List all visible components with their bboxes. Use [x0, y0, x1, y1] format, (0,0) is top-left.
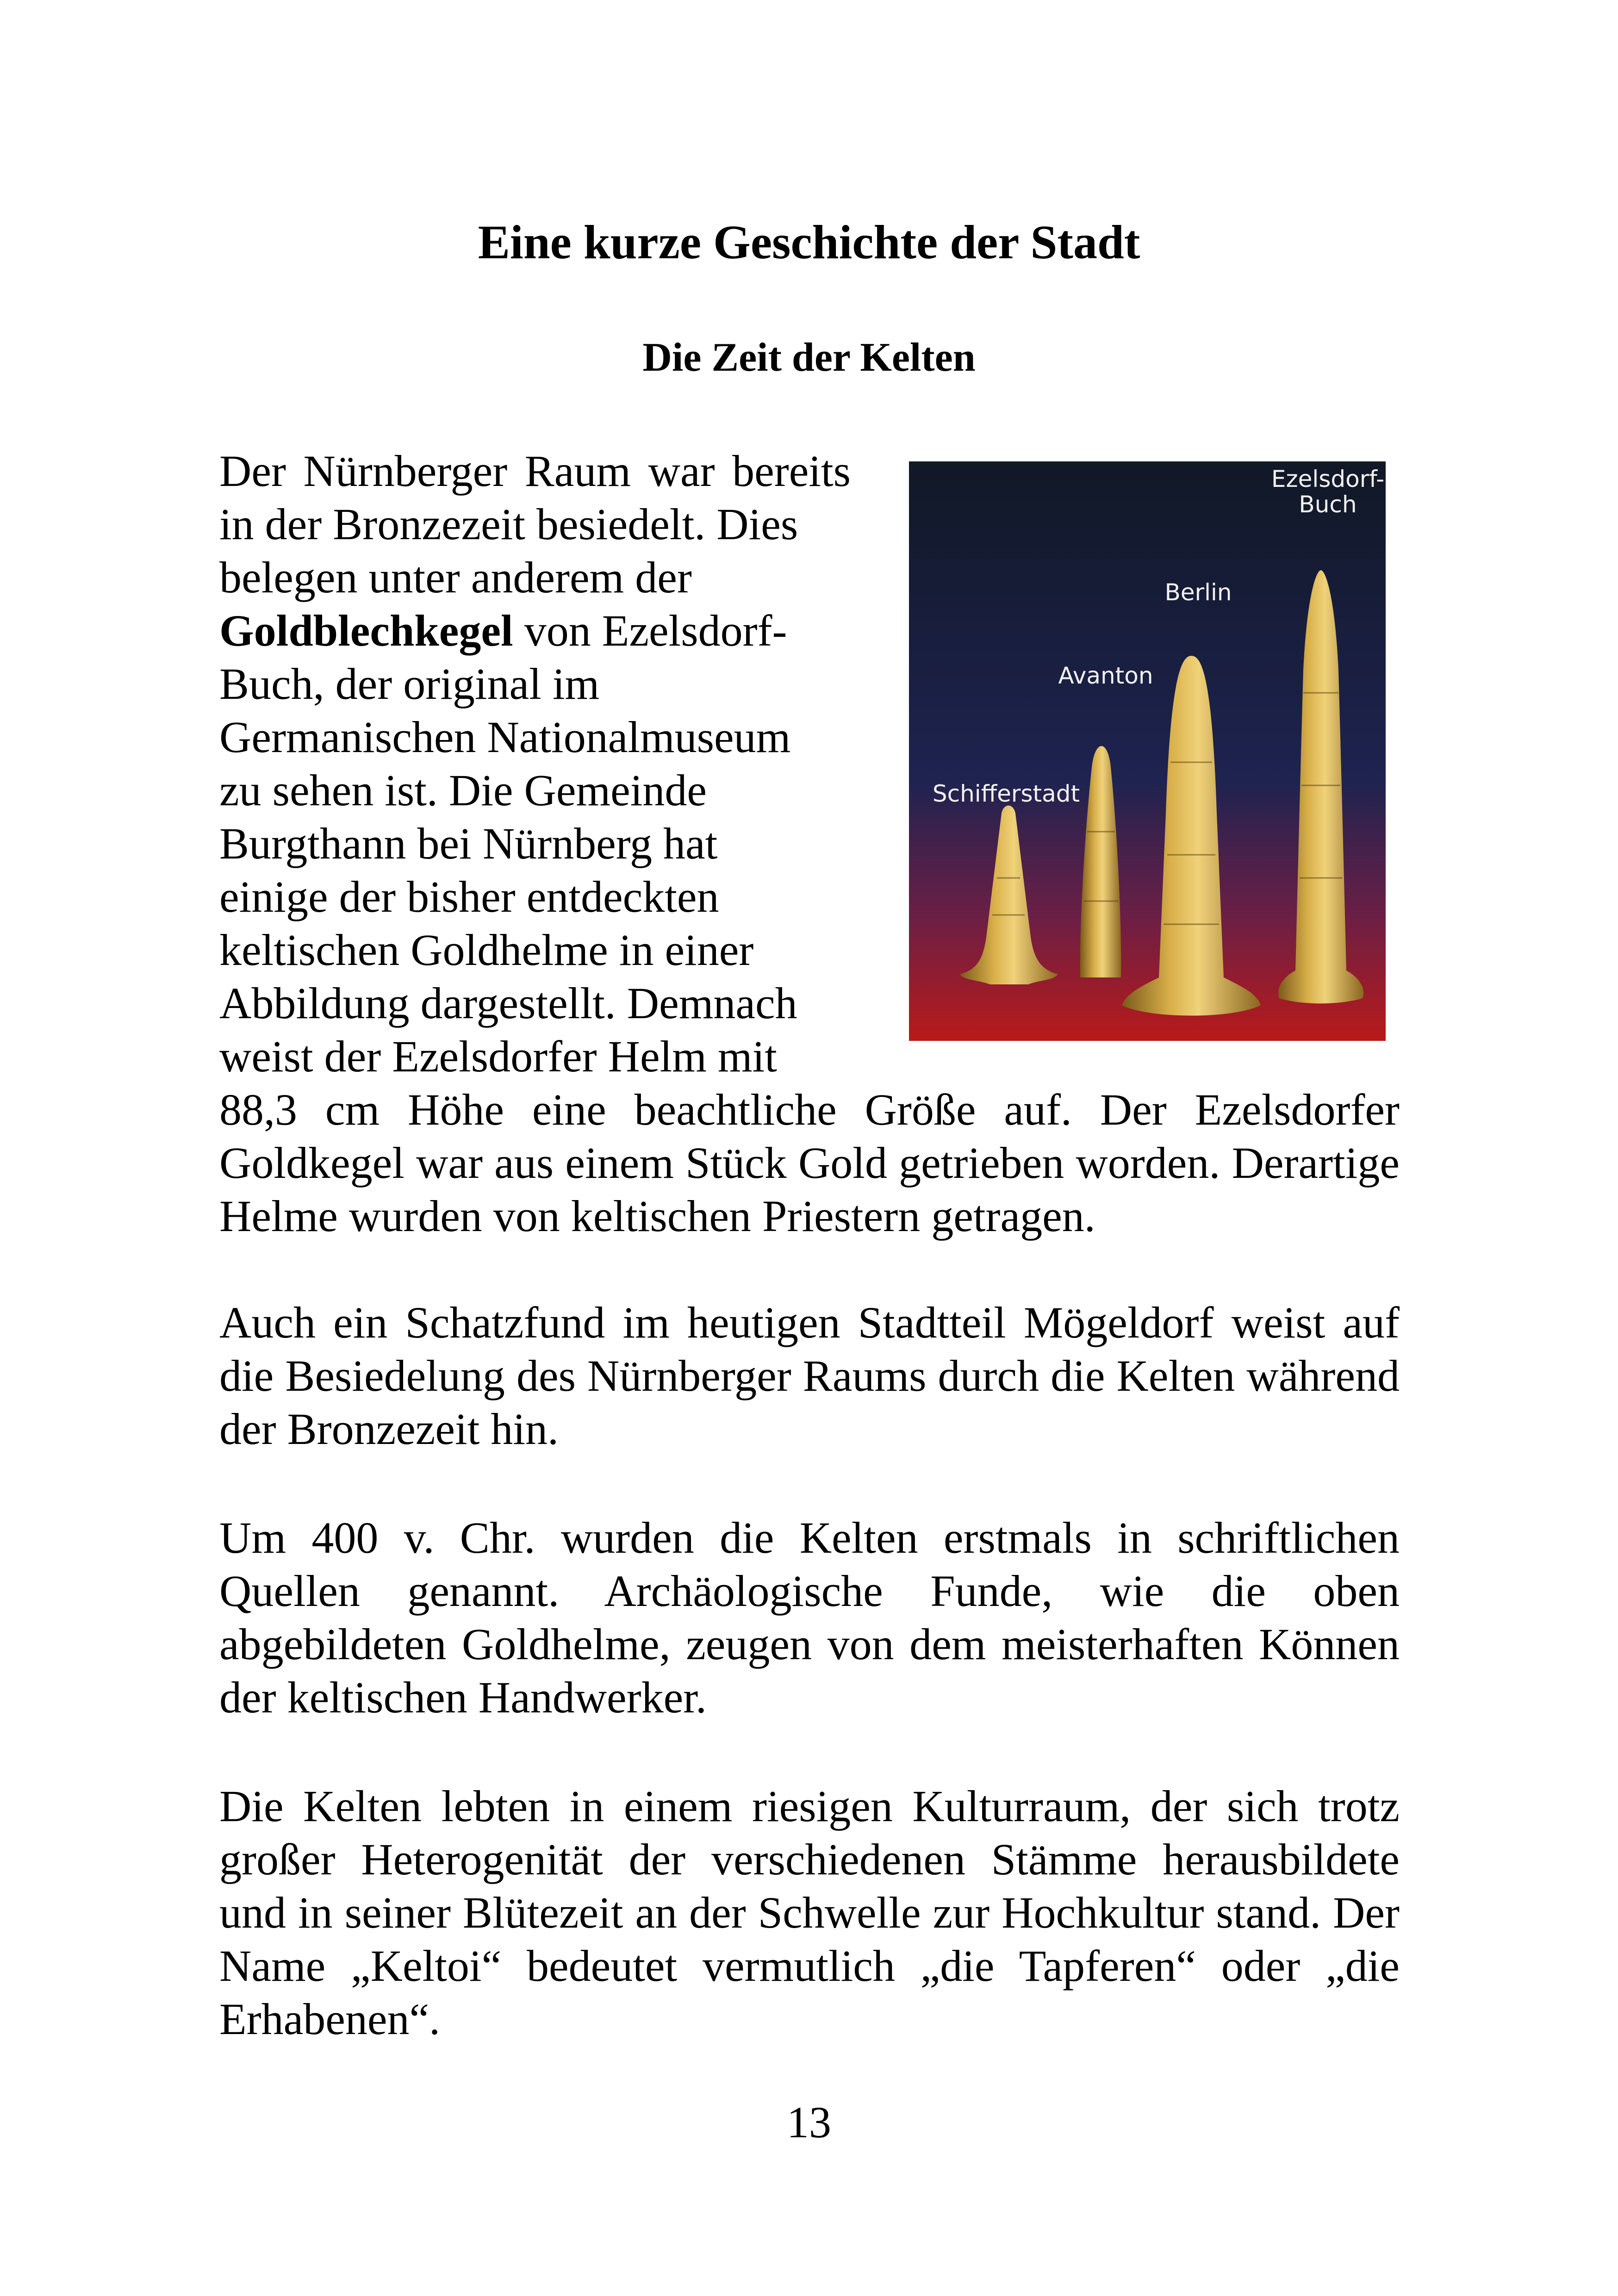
label-berlin: Berlin: [1164, 579, 1232, 606]
paragraph-1-continued: 88,3 cm Höhe eine beachtliche Größe auf. Der Ezelsdorfer Goldkegel war aus einem Stück Gold getrieben worden. Derartige Helme wurden von keltischen Priestern getragen.: [219, 1085, 1400, 1241]
text-line: Germanischen Nationalmuseum: [219, 712, 791, 762]
page-title: Eine kurze Geschichte der Stadt: [478, 216, 1140, 269]
paragraph-2: Auch ein Schatzfund im heutigen Stadtteil Mögeldorf weist auf die Besiedelung des Nürnberger Raums durch die Kelten während der Bronzezeit hin.: [219, 1298, 1400, 1454]
golden-hats-image: [909, 461, 1386, 1041]
label-ezelsdorf-1: Ezelsdorf-: [1271, 466, 1385, 492]
text-line: Der Nürnberger Raum war bereits: [219, 446, 851, 496]
paragraph-4: Die Kelten lebten in einem riesigen Kulturraum, der sich trotz großer Heterogenität der verschiedenen Stämme herausbildete und in seiner Blütezeit an der Schwelle zur Hochkultur stand. Der Name „Keltoi“ bedeutet vermutlich „die Tapferen“ oder „die Erhabenen“.: [219, 1781, 1400, 2044]
text-line: weist der Ezelsdorfer Helm mit: [219, 1032, 777, 1081]
section-heading: Die Zeit der Kelten: [642, 335, 976, 380]
text-line: Goldblechkegel von Ezelsdorf-: [219, 606, 787, 655]
page-number: 13: [787, 2097, 831, 2147]
label-schifferstadt: Schifferstadt: [932, 780, 1080, 807]
paragraph-3: Um 400 v. Chr. wurden die Kelten erstmals in schriftlichen Quellen genannt. Archäologische Funde, wie die oben abgebildeten Goldhelme, zeugen von dem meisterhaften Können der keltischen Handwerker.: [219, 1513, 1400, 1722]
text-line: keltischen Goldhelme in einer: [219, 925, 754, 975]
text-line: einige der bisher entdeckten: [219, 872, 719, 921]
label-ezelsdorf-2: Buch: [1299, 491, 1357, 518]
text-line: belegen unter anderem der: [219, 553, 692, 602]
text-line: Abbildung dargestellt. Demnach: [219, 978, 797, 1028]
label-avanton: Avanton: [1058, 662, 1153, 689]
bold-term: Goldblechkegel: [219, 606, 513, 655]
text-line: in der Bronzezeit besiedelt. Dies: [219, 499, 798, 549]
golden-hats-illustration: [909, 461, 1386, 1041]
text-line: Buch, der original im: [219, 659, 600, 709]
text-line: zu sehen ist. Die Gemeinde: [219, 765, 707, 815]
text-line: Burgthann bei Nürnberg hat: [219, 819, 718, 868]
paragraph-1-narrow: [219, 444, 851, 1083]
